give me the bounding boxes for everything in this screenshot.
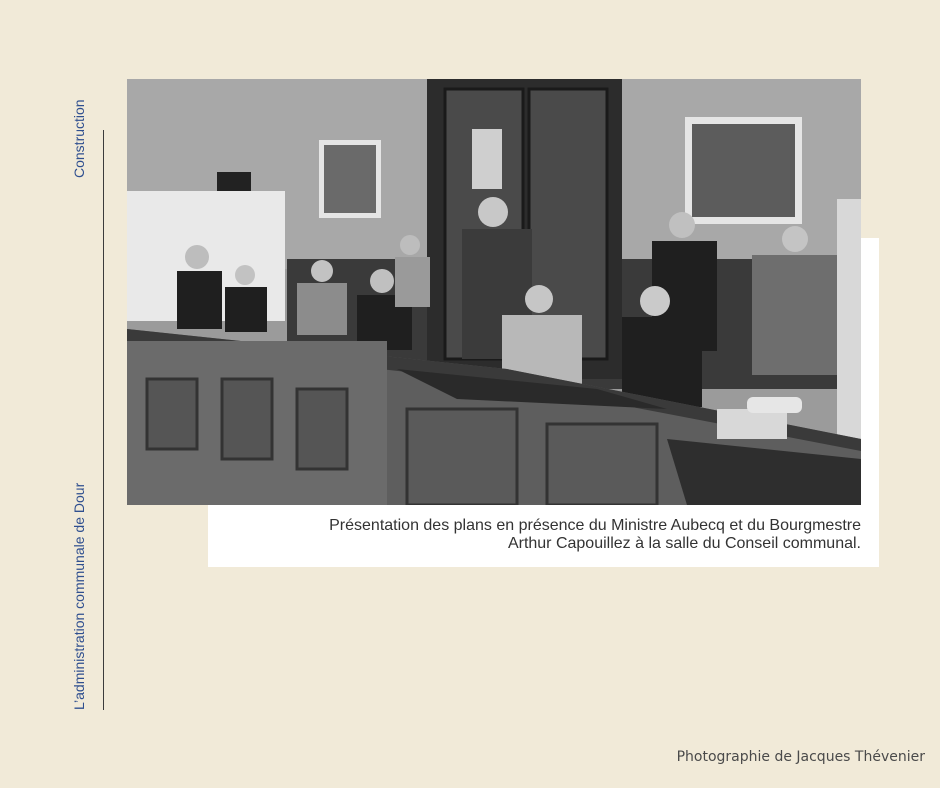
photo-credit: Photographie de Jacques Thévenier [676,749,925,765]
vertical-divider [103,130,104,710]
publication-title: L’administration communale de Dour [71,482,87,710]
archival-photograph [127,79,861,505]
photo-caption [215,517,861,553]
section-label: Construction [71,99,87,178]
caption-line-2: Arthur Capouillez à la salle du Conseil communal. [507,535,861,552]
caption-line-1: Présentation des plans en présence du Ministre Aubecq et du Bourgmestre [329,517,861,534]
